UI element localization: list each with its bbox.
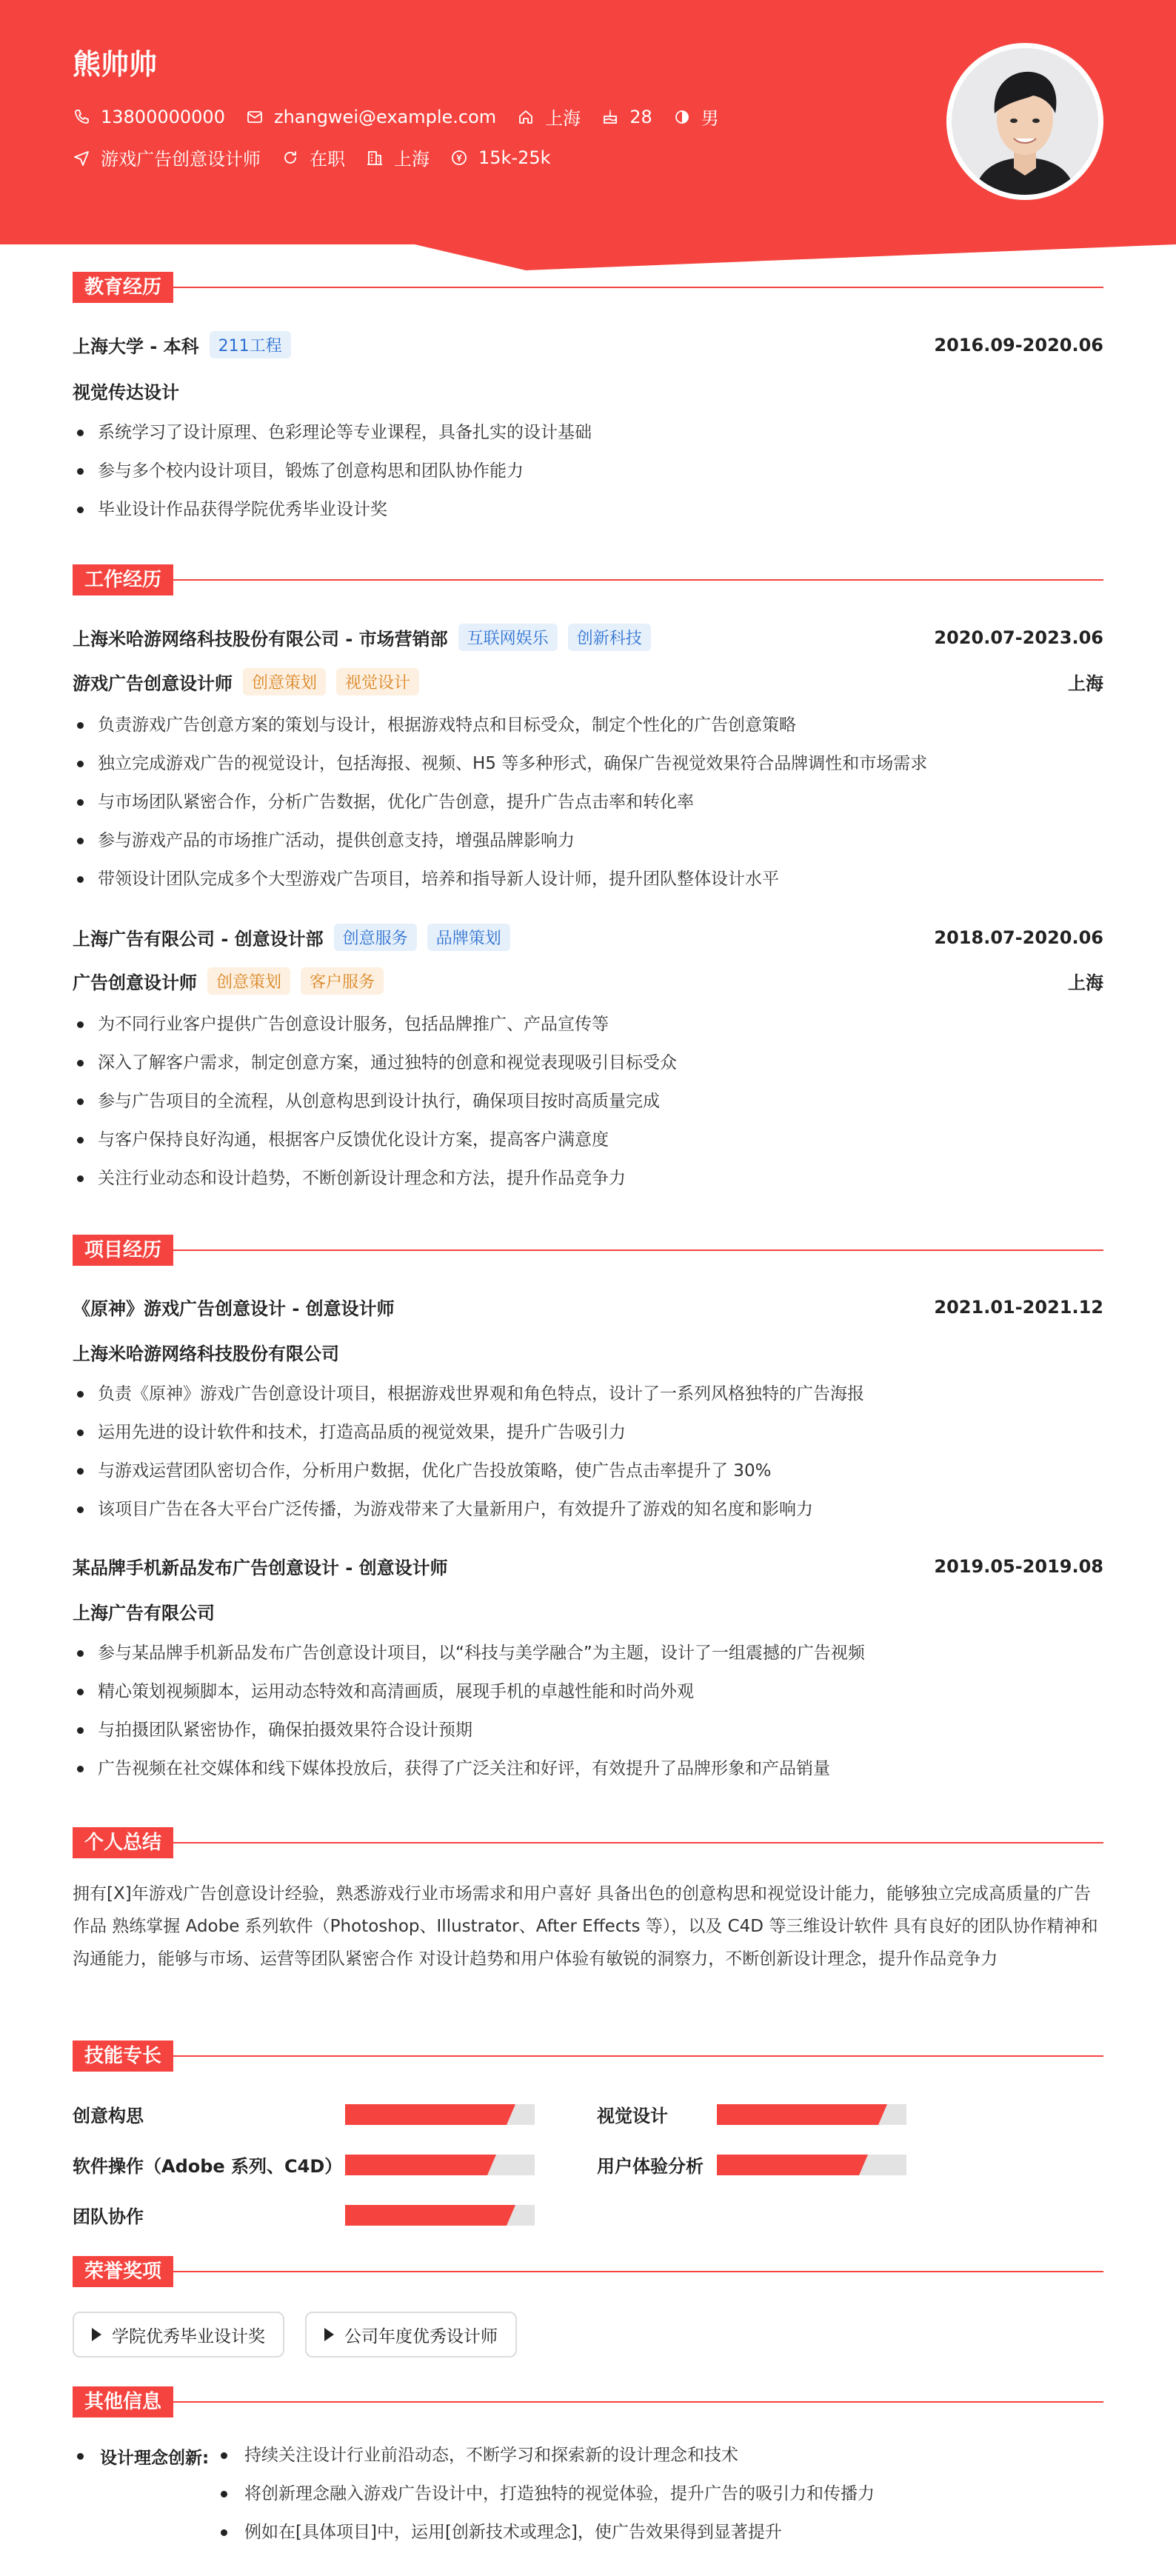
- project-date: 2021.01-2021.12: [934, 1296, 1103, 1318]
- summary-heading: 个人总结: [73, 1827, 173, 1858]
- company-tag: 创意服务: [334, 924, 417, 951]
- list-item: 参与多个校内设计项目，锻炼了创意构思和团队协作能力: [73, 452, 1103, 490]
- education-date: 2016.09-2020.06: [934, 334, 1103, 356]
- award-name: 学院优秀毕业设计奖: [112, 2326, 265, 2346]
- work-2-role-row: [73, 967, 1103, 995]
- candidate-name: 熊帅帅: [73, 48, 158, 81]
- role-tag: 创意策划: [207, 967, 290, 995]
- email-info: [246, 107, 496, 127]
- project-org: 上海米哈游网络科技股份有限公司: [73, 1344, 339, 1364]
- other-heading: 其他信息: [73, 2386, 173, 2417]
- salary-text: 15k-25k: [478, 147, 551, 168]
- city-text: 上海: [394, 149, 430, 170]
- school-tag: 211工程: [210, 331, 291, 358]
- list-item: 参与游戏产品的市场推广活动，提供创意支持，增强品牌影响力: [73, 821, 1103, 860]
- mail-icon: [246, 108, 264, 126]
- skill-fill: [717, 2155, 859, 2175]
- project-title: 某品牌手机新品发布广告创意设计 - 创意设计师: [73, 1558, 448, 1578]
- hometown-text: 上海: [545, 108, 581, 129]
- role-tag: 客户服务: [301, 967, 384, 995]
- list-item: 深入了解客户需求，制定创意方案，通过独特的创意和视觉表现吸引目标受众: [73, 1044, 1103, 1082]
- major-name: 视觉传达设计: [73, 382, 179, 403]
- phone-icon: [73, 108, 90, 126]
- skill-fill: [345, 2155, 487, 2175]
- role-tag: 创意策划: [243, 668, 326, 695]
- skill-fill: [345, 2104, 507, 2125]
- intention-row: [73, 144, 572, 170]
- work-1-bullets: [73, 706, 1103, 898]
- gender-text: 男: [701, 108, 719, 129]
- project-2-bullets: [73, 1634, 1103, 1788]
- work-heading: 工作经历: [73, 564, 173, 595]
- education-section-title: [73, 272, 1103, 303]
- email-text: zhangwei@example.com: [273, 106, 497, 127]
- phone-info: [73, 107, 225, 127]
- role-tag: 视觉设计: [336, 668, 419, 695]
- list-item: 与拍摄团队紧密协作，确保拍摄效果符合设计预期: [73, 1711, 1103, 1749]
- projects-section-title: [73, 1235, 1103, 1266]
- list-item: 参与某品牌手机新品发布广告创意设计项目，以“科技与美学融合”为主题，设计了一组震撼的广告视频: [73, 1634, 1103, 1672]
- education-heading: 教育经历: [73, 272, 173, 303]
- city-info: [366, 144, 430, 170]
- skill-fill: [717, 2104, 878, 2125]
- list-item: 运用先进的设计软件和技术，打造高品质的视觉效果，提升广告吸引力: [73, 1413, 1103, 1452]
- skill-item: [73, 2202, 144, 2228]
- other-list: [215, 2440, 875, 2556]
- skill-name: 视觉设计: [597, 2106, 668, 2126]
- award-chip: [305, 2312, 517, 2358]
- profile-photo: [952, 48, 1098, 195]
- project-org: 上海广告有限公司: [73, 1603, 215, 1624]
- company-name: 上海广告有限公司 - 创意设计部: [73, 929, 324, 950]
- age-text: 28: [629, 106, 652, 127]
- list-item: 该项目广告在各大平台广泛传播，为游戏带来了大量新用户，有效提升了游戏的知名度和影响力: [73, 1490, 1103, 1529]
- list-item: 与市场团队紧密合作，分析广告数据，优化广告创意，提升广告点击率和转化率: [73, 783, 1103, 821]
- list-item: 毕业设计作品获得学院优秀毕业设计奖: [73, 490, 1103, 529]
- skill-name: 团队协作: [73, 2206, 144, 2227]
- phone-text: 13800000000: [101, 106, 225, 127]
- cake-icon: [601, 108, 619, 126]
- project-date: 2019.05-2019.08: [934, 1555, 1103, 1577]
- status-text: 在职: [310, 149, 345, 170]
- skill-bar: [345, 2104, 535, 2125]
- skill-name: 用户体验分析: [597, 2156, 704, 2177]
- award-name: 公司年度优秀设计师: [344, 2326, 498, 2346]
- skill-bar: [717, 2155, 906, 2175]
- send-icon: [73, 149, 90, 167]
- education-bullets: [73, 413, 1103, 529]
- work-section-title: [73, 564, 1103, 595]
- other-label: [73, 2444, 209, 2469]
- skill-fill: [345, 2205, 507, 2226]
- list-item: 关注行业动态和设计趋势，不断创新设计理念和方法，提升作品竞争力: [73, 1159, 1103, 1198]
- section-divider: [173, 1249, 1103, 1251]
- refresh-icon: [281, 149, 299, 167]
- age-info: [601, 107, 652, 127]
- school-name: 上海大学 - 本科: [73, 336, 199, 357]
- work-date: 2020.07-2023.06: [934, 627, 1103, 648]
- intention-text: 游戏广告创意设计师: [101, 149, 261, 170]
- project-title: 《原神》游戏广告创意设计 - 创意设计师: [73, 1298, 395, 1319]
- section-divider: [173, 2271, 1103, 2272]
- list-item: 带领设计团队完成多个大型游戏广告项目，培养和指导新人设计师，提升团队整体设计水平: [73, 860, 1103, 898]
- skills-heading: 技能专长: [73, 2041, 173, 2072]
- company-tag: 创新科技: [568, 624, 651, 651]
- project-1-header-row: [73, 1294, 1103, 1320]
- work-2-bullets: [73, 1005, 1103, 1198]
- skill-item: [73, 2152, 342, 2178]
- work-1-header-row: [73, 624, 1103, 651]
- contact-row: [73, 104, 740, 130]
- company-name: 上海米哈游网络科技股份有限公司 - 市场营销部: [73, 629, 448, 650]
- list-item: 参与广告项目的全流程，从创意构思到设计执行，确保项目按时高质量完成: [73, 1082, 1103, 1121]
- role-name: 广告创意设计师: [73, 972, 197, 993]
- skill-bar: [345, 2155, 535, 2175]
- intention-info: [73, 144, 261, 170]
- project-2-header-row: [73, 1553, 1103, 1579]
- awards-section-title: [73, 2256, 1103, 2287]
- role-name: 游戏广告创意设计师: [73, 673, 233, 694]
- summary-section-title: [73, 1827, 1103, 1858]
- project-1-bullets: [73, 1375, 1103, 1529]
- skill-item: [597, 2101, 668, 2127]
- summary-text: 拥有[X]年游戏广告创意设计经验，熟悉游戏行业市场需求和用户喜好 具备出色的创意构思和视觉设计能力，能够独立完成高质量的广告作品 熟练掌握 Adobe 系列软件（Photoshop、Illustrator、After Effects 等），以及 C4D 等三维设计软件 具有良好的团队协作精神和沟通能力，能够与市场、运营等团队紧密合作 对设计趋势和用户体验有敏锐的洞察力，不断创新设计理念，提升作品竞争力: [73, 1884, 1098, 1969]
- status-info: [281, 144, 345, 170]
- projects-heading: 项目经历: [73, 1235, 173, 1266]
- work-location: 上海: [1068, 972, 1103, 993]
- list-item: 系统学习了设计原理、色彩理论等专业课程，具备扎实的设计基础: [73, 413, 1103, 452]
- section-divider: [173, 2401, 1103, 2403]
- list-item: 与客户保持良好沟通，根据客户反馈优化设计方案，提高客户满意度: [73, 1121, 1103, 1159]
- play-icon: [92, 2328, 101, 2341]
- home-icon: [517, 108, 535, 126]
- money-icon: [450, 149, 468, 167]
- list-item: 为不同行业客户提供广告创意设计服务，包括品牌推广、产品宣传等: [73, 1005, 1103, 1044]
- list-item: 持续关注设计行业前沿动态，不断学习和探索新的设计理念和技术: [215, 2440, 875, 2479]
- list-item: 独立完成游戏广告的视觉设计，包括海报、视频、H5 等多种形式，确保广告视觉效果符合品牌调性和市场需求: [73, 744, 1103, 783]
- play-icon: [324, 2328, 334, 2341]
- hometown-info: [517, 104, 581, 130]
- list-item: 将创新理念融入游戏广告设计中，打造独特的视觉体验，提升广告的吸引力和传播力: [215, 2479, 875, 2517]
- skill-item: [597, 2152, 704, 2178]
- skills-section-title: [73, 2041, 1103, 2072]
- awards-heading: 荣誉奖项: [73, 2256, 173, 2287]
- gender-icon: [673, 108, 691, 126]
- company-tag: 互联网娱乐: [458, 624, 558, 651]
- skill-name: 创意构思: [73, 2106, 144, 2126]
- other-label-text: 设计理念创新:: [100, 2449, 210, 2468]
- list-item: 例如在[具体项目]中，运用[创新技术或理念]，使广告效果得到显著提升: [215, 2517, 875, 2556]
- skill-name: 软件操作（Adobe 系列、C4D）: [73, 2156, 343, 2177]
- skill-bar: [345, 2205, 535, 2226]
- salary-info: [450, 147, 551, 168]
- work-location: 上海: [1068, 673, 1103, 694]
- avatar: [946, 43, 1103, 200]
- gender-info: [673, 104, 719, 130]
- work-2-header-row: [73, 924, 1103, 951]
- list-item: 精心策划视频脚本，运用动态特效和高清画质，展现手机的卓越性能和时尚外观: [73, 1672, 1103, 1711]
- building-icon: [366, 149, 384, 167]
- work-date: 2018.07-2020.06: [934, 927, 1103, 948]
- work-1-role-row: [73, 668, 1103, 695]
- list-item: 负责游戏广告创意方案的策划与设计，根据游戏特点和目标受众，制定个性化的广告创意策略: [73, 706, 1103, 744]
- list-item: 负责《原神》游戏广告创意设计项目，根据游戏世界观和角色特点，设计了一系列风格独特的广告海报: [73, 1375, 1103, 1413]
- section-divider: [173, 579, 1103, 581]
- section-divider: [173, 287, 1103, 288]
- education-header-row: [73, 331, 1103, 358]
- award-chip: [73, 2312, 284, 2358]
- section-divider: [173, 1842, 1103, 1843]
- list-item: 与游戏运营团队密切合作，分析用户数据，优化广告投放策略，使广告点击率提升了 30%: [73, 1452, 1103, 1490]
- other-section-title: [73, 2386, 1103, 2417]
- list-item: 广告视频在社交媒体和线下媒体投放后，获得了广泛关注和好评，有效提升了品牌形象和产品销量: [73, 1749, 1103, 1788]
- section-divider: [173, 2055, 1103, 2057]
- skill-item: [73, 2101, 144, 2127]
- skill-bar: [717, 2104, 906, 2125]
- company-tag: 品牌策划: [427, 924, 510, 951]
- resume-header: [0, 0, 1176, 274]
